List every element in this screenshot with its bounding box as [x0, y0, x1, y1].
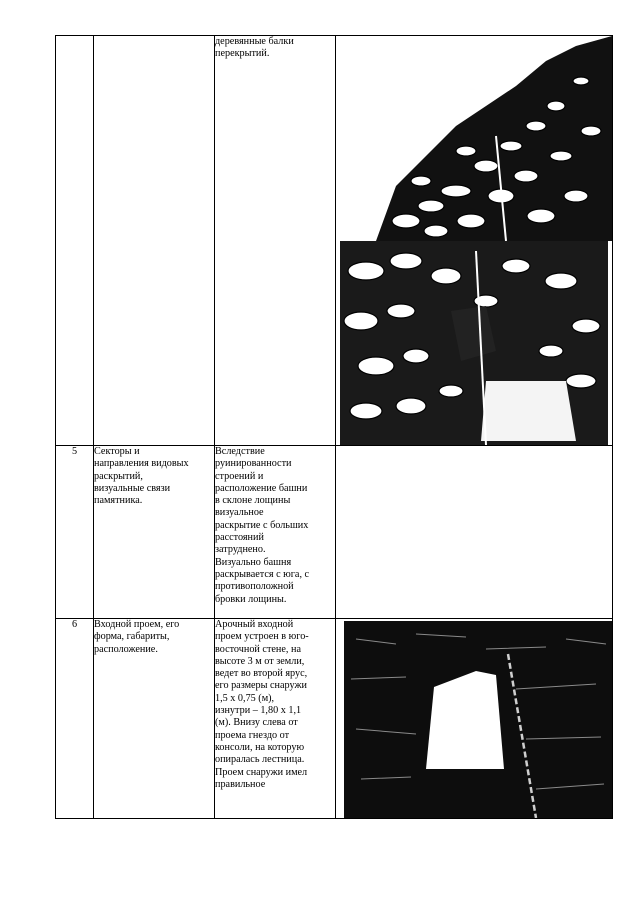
stone-wall-photo-lower	[336, 241, 612, 445]
row-parameter	[94, 36, 215, 446]
monument-description-table	[55, 35, 613, 819]
row-parameter: Секторы и направления видовых раскрытий, визуальные связи памятника.	[94, 446, 215, 619]
row-number: 5	[56, 446, 94, 619]
photo-cell-empty	[336, 446, 613, 619]
row-number: 6	[56, 619, 94, 819]
row-description: Вследствие руинированности строений и расположение башни в склоне лощины визуальное раскрытие с больших расстояний затруднено. Визуально башня раскрывается с юга, с противоположной бровки лощины.	[215, 446, 336, 619]
entrance-opening-photo	[336, 619, 612, 818]
table-row	[56, 619, 613, 819]
row-description: Арочный входной проем устроен в юго- восточной стене, на высоте 3 м от земли, ведет во второй ярус, его размеры снаружи 1,5 х 0,75 (м), изнутри – 1,80 х 1,1 (м). Внизу слева от проема гнездо от консоли, на которую опиралась лестница. Проем снаружи имел правильное	[215, 619, 336, 819]
stone-wall-photo-upper	[336, 36, 612, 241]
table-row	[56, 446, 613, 619]
photo-cell	[336, 36, 613, 446]
row-number	[56, 36, 94, 446]
row-parameter: Входной проем, его форма, габариты, расположение.	[94, 619, 215, 819]
row-description: деревянные балки перекрытий.	[215, 36, 336, 446]
table-row	[56, 36, 613, 446]
photo-cell	[336, 619, 613, 819]
